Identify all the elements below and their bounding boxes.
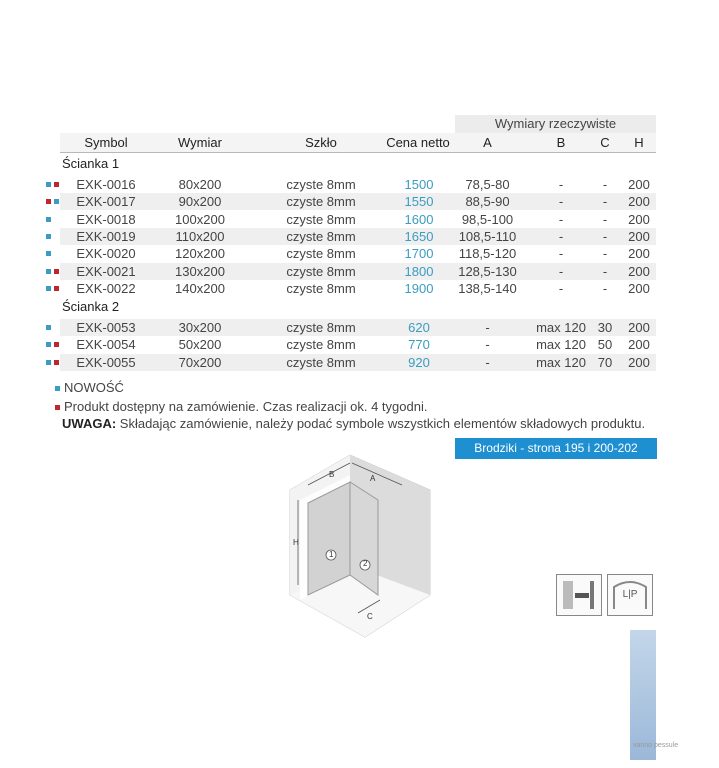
cell-cena: 1900 <box>404 280 434 296</box>
col-cena: Cena netto <box>386 135 450 150</box>
header-divider <box>60 152 656 153</box>
cell-h: 200 <box>628 320 650 336</box>
legend-new-label: NOWOŚĆ <box>64 380 124 395</box>
new-marker-icon <box>46 217 51 222</box>
cell-cena: 1800 <box>404 263 434 279</box>
new-marker-icon <box>46 234 51 239</box>
cell-cena: 1650 <box>404 228 434 244</box>
cell-wymiar: 110x200 <box>175 228 225 244</box>
cell-b: - <box>558 246 564 262</box>
cell-wymiar: 130x200 <box>175 263 225 279</box>
cell-wymiar: 90x200 <box>178 194 222 210</box>
cell-szklo: czyste 8mm <box>286 354 356 370</box>
uwaga-text: Składając zamówienie, należy podać symbole wszystkich elementów składowych produktu. <box>116 416 646 431</box>
col-wymiar: Wymiar <box>178 135 222 150</box>
cell-b: max 120 <box>536 337 586 353</box>
cell-h: 200 <box>628 228 650 244</box>
cell-szklo: czyste 8mm <box>286 263 356 279</box>
cell-h: 200 <box>628 177 650 192</box>
legend-order-label: Produkt dostępny na zamówienie. Czas realizacji ok. 4 tygodni. <box>64 399 428 414</box>
cell-b: max 120 <box>536 320 586 336</box>
cell-c: - <box>602 263 608 279</box>
shower-diagram <box>280 445 445 645</box>
cell-wymiar: 80x200 <box>178 177 222 192</box>
cell-szklo: czyste 8mm <box>286 337 356 353</box>
cell-h: 200 <box>628 246 650 262</box>
table-row <box>45 280 656 297</box>
watermark-strip <box>630 630 656 760</box>
cell-szklo: czyste 8mm <box>286 320 356 336</box>
left-right-icon <box>607 574 653 616</box>
cell-h: 200 <box>628 263 650 279</box>
new-marker-icon <box>46 269 51 274</box>
cell-b: - <box>558 263 564 279</box>
cell-c: - <box>602 228 608 244</box>
col-b: B <box>556 135 566 150</box>
legend-order <box>55 399 427 414</box>
table-row <box>45 228 656 245</box>
cell-c: - <box>602 177 608 192</box>
table-row <box>45 211 656 228</box>
order-marker-icon <box>54 286 59 291</box>
cell-h: 200 <box>628 280 650 296</box>
uwaga-label: UWAGA: <box>62 416 117 431</box>
uwaga-note <box>62 416 645 431</box>
cell-symbol: EXK-0018 <box>76 211 136 227</box>
cell-szklo: czyste 8mm <box>286 194 356 210</box>
cell-szklo: czyste 8mm <box>286 246 356 262</box>
new-marker-icon <box>54 199 59 204</box>
cell-wymiar: 50x200 <box>178 337 222 353</box>
cell-b: - <box>558 280 564 296</box>
cell-symbol: EXK-0055 <box>76 354 136 370</box>
new-marker-icon <box>46 360 51 365</box>
cell-c: - <box>602 246 608 262</box>
cell-szklo: czyste 8mm <box>286 228 356 244</box>
table-row <box>45 336 656 353</box>
new-marker-icon <box>55 386 60 391</box>
table-row <box>45 176 656 193</box>
new-marker-icon <box>46 286 51 291</box>
cell-b: - <box>558 211 564 227</box>
order-marker-icon <box>54 269 59 274</box>
cell-b: - <box>558 177 564 192</box>
order-marker-icon <box>46 199 51 204</box>
watermark-text: vanno pessule <box>633 742 679 749</box>
new-marker-icon <box>46 325 51 330</box>
order-marker-icon <box>54 360 59 365</box>
col-c: C <box>600 135 610 150</box>
cell-wymiar: 140x200 <box>175 280 225 296</box>
cell-symbol: EXK-0020 <box>76 246 136 262</box>
table-row <box>45 245 656 262</box>
cell-c: 70 <box>597 354 613 370</box>
cell-a: 98,5-100 <box>461 211 514 227</box>
col-h: H <box>634 135 644 150</box>
col-szklo: Szkło <box>305 135 337 150</box>
cell-cena: 1500 <box>404 177 434 192</box>
cell-h: 200 <box>628 337 650 353</box>
order-marker-icon <box>55 405 60 410</box>
cell-szklo: czyste 8mm <box>286 280 356 296</box>
order-marker-icon <box>54 182 59 187</box>
cell-a: 118,5-120 <box>458 246 517 262</box>
cell-c: 50 <box>597 337 613 353</box>
table-row <box>45 354 656 371</box>
cell-h: 200 <box>628 354 650 370</box>
diagram-label-2: 2 <box>363 559 368 568</box>
cell-a: 138,5-140 <box>458 280 517 296</box>
cell-a: - <box>485 354 490 370</box>
cell-symbol: EXK-0053 <box>76 320 136 336</box>
cell-symbol: EXK-0021 <box>76 263 136 279</box>
cell-a: - <box>485 337 490 353</box>
diagram-label-c: C <box>367 612 373 621</box>
cell-b: - <box>558 228 564 244</box>
new-marker-icon <box>46 342 51 347</box>
cell-wymiar: 70x200 <box>178 354 222 370</box>
cell-cena: 1700 <box>404 246 434 262</box>
cell-wymiar: 30x200 <box>178 320 222 336</box>
diagram-label-h: H <box>293 538 299 547</box>
cell-a: - <box>485 320 490 336</box>
cell-cena: 1600 <box>404 211 434 227</box>
brodziki-link[interactable]: Brodziki - strona 195 i 200-202 <box>455 438 657 459</box>
cell-wymiar: 100x200 <box>175 211 225 227</box>
cell-a: 108,5-110 <box>458 228 517 244</box>
cell-cena: 770 <box>408 337 430 353</box>
cell-symbol: EXK-0022 <box>76 280 136 296</box>
cell-c: - <box>602 211 608 227</box>
diagram-label-1: 1 <box>329 550 334 559</box>
group-title: Ścianka 1 <box>62 156 120 171</box>
col-a: A <box>483 135 492 150</box>
cell-c: - <box>602 280 608 296</box>
new-marker-icon <box>46 251 51 256</box>
fixed-panel-icon <box>556 574 602 616</box>
cell-cena: 920 <box>408 354 430 370</box>
lp-label: L|P <box>622 589 638 600</box>
diagram-label-a: A <box>370 474 376 483</box>
cell-szklo: czyste 8mm <box>286 211 356 227</box>
legend-new <box>55 380 124 395</box>
cell-h: 200 <box>628 194 650 210</box>
diagram-label-b: B <box>329 470 335 479</box>
cell-symbol: EXK-0054 <box>76 337 136 353</box>
cell-cena: 1550 <box>404 194 434 210</box>
table-row <box>45 263 656 280</box>
col-symbol: Symbol <box>84 135 128 150</box>
cell-h: 200 <box>628 211 650 227</box>
new-marker-icon <box>46 182 51 187</box>
wymiary-group-title: Wymiary rzeczywiste <box>494 116 617 131</box>
cell-a: 88,5-90 <box>465 194 510 210</box>
cell-symbol: EXK-0017 <box>76 194 136 210</box>
cell-b: max 120 <box>536 354 586 370</box>
table-row <box>45 193 656 210</box>
cell-b: - <box>558 194 564 210</box>
cell-wymiar: 120x200 <box>175 246 225 262</box>
table-row <box>45 319 656 336</box>
order-marker-icon <box>54 342 59 347</box>
cell-szklo: czyste 8mm <box>286 177 356 192</box>
cell-c: - <box>602 194 608 210</box>
group-title: Ścianka 2 <box>62 299 120 315</box>
cell-a: 78,5-80 <box>465 177 510 192</box>
cell-cena: 620 <box>408 320 430 336</box>
cell-a: 128,5-130 <box>458 263 517 279</box>
cell-c: 30 <box>597 320 613 336</box>
cell-symbol: EXK-0016 <box>76 177 136 192</box>
cell-symbol: EXK-0019 <box>76 228 136 244</box>
